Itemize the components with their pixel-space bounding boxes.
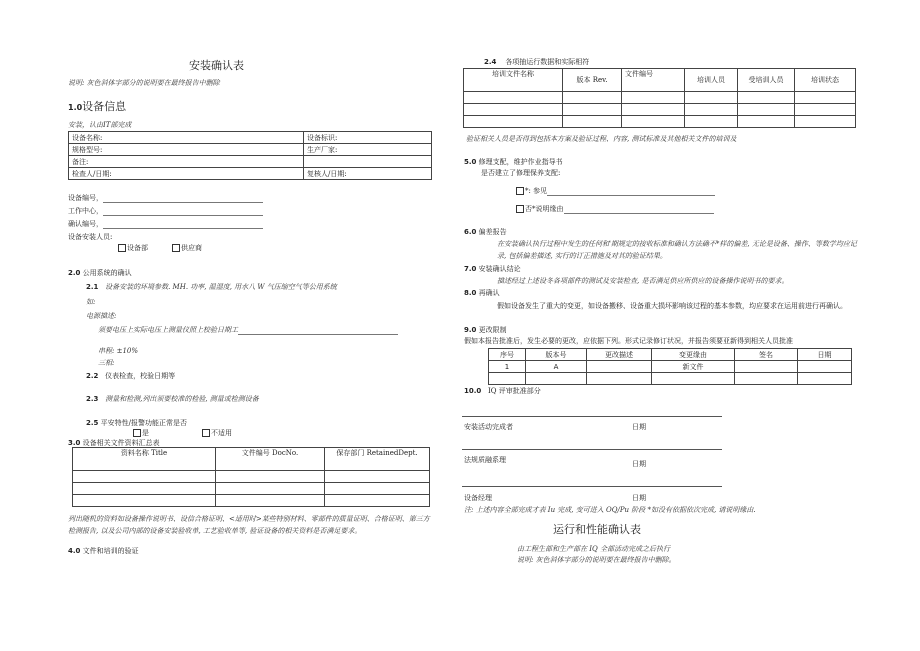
column-header: 日期: [798, 349, 852, 361]
signature-label-quality: 法规质融系理: [464, 456, 506, 464]
table-cell: 设备名称:: [69, 132, 304, 144]
section-title: IQ 评审批准部分: [487, 387, 541, 395]
table-row: [69, 132, 432, 144]
section-number: 3.0: [68, 439, 81, 447]
section-text: 仪表检查，校验日期等: [105, 372, 176, 380]
page-title: 安装确认表: [189, 59, 244, 72]
section-title: 偏差报告: [478, 228, 507, 236]
table-cell[interactable]: [685, 104, 738, 116]
section-number: 2.3: [86, 395, 99, 403]
section-title: 设备相关文件资料汇总表: [82, 439, 160, 447]
table-cell[interactable]: [216, 495, 325, 507]
option-maintenance-no[interactable]: [516, 204, 714, 214]
blank-line[interactable]: [547, 188, 715, 196]
section-title: 更改限制: [478, 326, 507, 334]
signature-line: [462, 416, 722, 417]
table-cell[interactable]: [735, 373, 798, 385]
column-header: 变更缘由: [652, 349, 735, 361]
section-number: 9.0: [464, 326, 477, 334]
voltage-line: [98, 325, 398, 335]
maintenance-question: 是否建立了修理保养支配:: [481, 169, 561, 177]
section-number: 2.2: [86, 372, 99, 380]
section-number: 5.0: [464, 158, 477, 166]
training-note: 验证相关人员是否得到包括本方案及验证过程、内容, 测试标准及其他相关文件的培训及: [466, 135, 737, 143]
option-yes[interactable]: [133, 428, 149, 438]
installer-option-supplier[interactable]: [172, 243, 202, 253]
column-header: 版本号: [526, 349, 587, 361]
table-cell: 规格型号:: [69, 144, 304, 156]
table-cell[interactable]: [526, 373, 587, 385]
table-cell[interactable]: [563, 92, 622, 104]
table-cell[interactable]: 1: [489, 361, 526, 373]
column-header: 培训状态: [795, 69, 856, 92]
date-label: 日期: [632, 460, 646, 468]
table-cell[interactable]: [464, 104, 563, 116]
section-title: 修理支配，维护作业指导书: [478, 158, 563, 166]
section-6-heading: [464, 227, 507, 237]
section-text: 设备安装的环境参数. MH. 功率, 温湿度, 用水八 W 气压缩空气等公用系统: [105, 283, 337, 291]
section-title: 设备信息: [82, 100, 127, 113]
section-text: 测量和检测,列出须要校准的检验, 测量或检测设备: [105, 395, 259, 403]
section-title: 安装确认结论: [478, 265, 521, 273]
section-4-heading: [68, 546, 139, 556]
table-cell[interactable]: [464, 92, 563, 104]
table-cell[interactable]: [587, 373, 652, 385]
option-label: 设备部: [127, 244, 148, 252]
table-cell[interactable]: [563, 116, 622, 128]
section-number: 6.0: [464, 228, 477, 236]
table-cell[interactable]: [587, 361, 652, 373]
section-number: 7.0: [464, 265, 477, 273]
checkbox[interactable]: [202, 429, 210, 437]
checkbox[interactable]: [516, 187, 524, 195]
field-label: 工作中心，: [68, 207, 103, 215]
section-7-text: 描述经过上述设冬各项部件的测试及安装检查, 是否满足供应所供应的设备操作说明书的要求。: [497, 277, 789, 285]
blank-line[interactable]: [103, 208, 263, 216]
section-number: 4.0: [68, 547, 81, 555]
signature-label-manager: 设备经理: [464, 494, 492, 502]
section-number: 10.0: [464, 387, 482, 395]
table-cell[interactable]: [735, 361, 798, 373]
table-cell[interactable]: [795, 92, 856, 104]
training-table: [463, 68, 856, 128]
signature-line: [462, 449, 722, 450]
section-8-heading: [464, 288, 500, 298]
table-cell[interactable]: [738, 92, 795, 104]
section-2-5: [86, 418, 187, 428]
section-title: 各项抽运行数据和实际相符: [505, 58, 590, 66]
table-cell[interactable]: [622, 116, 685, 128]
section-number: 2.4: [484, 58, 497, 66]
checkbox[interactable]: [516, 205, 524, 213]
table-row: [69, 144, 432, 156]
checkbox[interactable]: [172, 244, 180, 252]
section-title: 文件和培训的验证: [82, 547, 139, 555]
option-na[interactable]: [202, 428, 232, 438]
section-number: 2.5: [86, 419, 99, 427]
blank-line[interactable]: [103, 195, 263, 203]
option-label: 否*说明缘由: [525, 205, 564, 213]
table-cell[interactable]: [795, 116, 856, 128]
table-cell: 生产厂家:: [304, 144, 432, 156]
equipment-info-table: [68, 131, 432, 180]
signature-line: [462, 486, 722, 487]
option-label: 是: [142, 429, 149, 437]
blank-line[interactable]: [238, 327, 398, 335]
option-maintenance-yes[interactable]: [516, 186, 715, 196]
option-label: 供应商: [181, 244, 202, 252]
voltage-text: 须要电压上实际电压上测量仪照上校验日期工: [98, 326, 238, 334]
table-cell[interactable]: [685, 116, 738, 128]
option-label: *: 参见: [525, 187, 548, 195]
table-cell[interactable]: [489, 373, 526, 385]
table-cell: 备注:: [69, 156, 304, 168]
column-header: 受培训人员: [738, 69, 795, 92]
date-label: 日期: [632, 423, 646, 431]
checkbox[interactable]: [133, 429, 141, 437]
table-row: [464, 92, 856, 104]
power-desc-label: 电源描述:: [86, 312, 117, 320]
column-header: 文件编号: [622, 69, 685, 92]
table-cell[interactable]: [738, 116, 795, 128]
table-row: [69, 168, 432, 180]
table-cell[interactable]: 新文件: [652, 361, 735, 373]
column-header: 资料名称 Title: [73, 448, 216, 471]
section-text: 平安特性/报警功能正常是否: [100, 419, 187, 427]
table-cell[interactable]: A: [526, 361, 587, 373]
table-cell[interactable]: [216, 471, 325, 483]
option-label: 不适用: [211, 429, 232, 437]
installer-option-equipment[interactable]: [118, 243, 148, 253]
table-cell[interactable]: [798, 373, 852, 385]
example-label: 如:: [86, 298, 96, 306]
table-header-row: [464, 69, 856, 92]
section-7-heading: [464, 264, 521, 274]
column-header: 培训文件名称: [464, 69, 563, 92]
section-2-4-heading: [484, 57, 589, 67]
column-header: 培训人员: [685, 69, 738, 92]
phase-text: 三相:: [98, 359, 115, 367]
table-cell[interactable]: [795, 104, 856, 116]
table-row: [73, 495, 430, 507]
section-number: 2.0: [68, 269, 81, 277]
column-header: 更改描述: [587, 349, 652, 361]
documents-table: [72, 447, 430, 507]
signature-label-installer: 安装活动完成者: [464, 423, 513, 431]
table-cell[interactable]: [464, 116, 563, 128]
column-header: 版本 Rev.: [563, 69, 622, 92]
subtitle-note: 说明: 灰色斜体字部分的说明要在最终报告中删除。: [517, 556, 676, 564]
table-cell[interactable]: [325, 483, 430, 495]
section-9-heading: [464, 325, 507, 335]
table-cell[interactable]: [73, 483, 216, 495]
section-title: 公用系统的确认: [82, 269, 132, 277]
instruction-note: 说明: 灰色斜体字部分的说明要在最终报告中删除: [68, 79, 220, 87]
table-cell[interactable]: [622, 92, 685, 104]
section-6-text: 在安装确认执行过程中发生的任何和'期规定的接收标准和确认方法确不*样的偏差, 无论是设备、操作、等数学均应记录, 包括偏差描述, 实行的订正措施及对其的验证结果。: [497, 240, 857, 260]
table-row: [464, 104, 856, 116]
column-header: 签名: [735, 349, 798, 361]
table-cell[interactable]: [622, 104, 685, 116]
field-confirm-no: [68, 219, 263, 229]
section-9-text: 假如本报告批准后，发生必要的更改，应依据下列。形式记录修订状况，并报告须要亚新得到相关人员批准: [464, 337, 793, 345]
section-2-2: [86, 371, 175, 381]
table-row: [69, 156, 432, 168]
table-cell[interactable]: [798, 361, 852, 373]
subtitle-executor: 由工程生部和生产部在 IQ 全部活动完成之后执行: [517, 545, 670, 553]
table-cell: 设备标识:: [304, 132, 432, 144]
table-row: [73, 483, 430, 495]
table-cell[interactable]: [652, 373, 735, 385]
table-cell[interactable]: [685, 92, 738, 104]
table-row: [489, 361, 852, 373]
table-cell[interactable]: [216, 483, 325, 495]
table-cell[interactable]: [73, 495, 216, 507]
section-number: 2.1: [86, 283, 99, 291]
section-2-1: [86, 282, 337, 292]
column-header: 保存部门 RetainedDept.: [325, 448, 430, 471]
table-cell[interactable]: [325, 495, 430, 507]
range-text: 串程: ±10%: [98, 347, 139, 355]
revision-table: [488, 348, 852, 385]
table-header-row: [489, 349, 852, 361]
installer-label: 设备安装人员:: [68, 233, 113, 241]
section-title: 再确认: [478, 289, 500, 297]
section-1-subtitle: 安装，认由IT部完成: [68, 121, 132, 129]
field-work-center: [68, 206, 263, 216]
section-number: 1.0: [68, 103, 83, 112]
column-header: 文件编号 DocNo.: [216, 448, 325, 471]
section-2-heading: [68, 268, 132, 278]
field-label: 确认编号，: [68, 220, 103, 228]
table-row: [464, 116, 856, 128]
table-cell[interactable]: [563, 104, 622, 116]
checkbox[interactable]: [118, 244, 126, 252]
table-cell: [304, 156, 432, 168]
table-cell: 复核人/日期:: [304, 168, 432, 180]
table-row: [73, 471, 430, 483]
section-10-heading: [464, 386, 541, 396]
blank-line[interactable]: [103, 221, 263, 229]
table-cell: 检查人/日期:: [69, 168, 304, 180]
table-row: [489, 373, 852, 385]
section-8-text: 假如设备发生了重大的变更，如设备搬移、设备重大损坏影响该过程的基本参数，均应要求在运用前进行再确认。: [497, 302, 847, 310]
page-title-2: 运行和性能确认表: [553, 523, 641, 536]
section-2-3: [86, 394, 259, 404]
section-5-heading: [464, 157, 563, 167]
table-header-row: [73, 448, 430, 471]
date-label: 日期: [632, 494, 646, 502]
section-1-heading: [68, 98, 126, 114]
field-label: 设备编号，: [68, 194, 103, 202]
table-cell[interactable]: [738, 104, 795, 116]
section-3-note: 列出随机的资料如设备操作说明书、设信合格证明、<适用时>某些特别材料、零部件的质量证明、合格证明、第三方检测报告, 以及公司内部的设备安装验收单, 工艺验收单等, 验证设备的相关资料是否满足要求。: [68, 515, 430, 535]
final-note: 注: 上述内容全部完成才表 Iu 完成, 变可进入 OQ/Pu 阶段 *如没有依据依次完成, 请说明缘由.: [464, 506, 756, 514]
table-cell[interactable]: [325, 471, 430, 483]
column-header: 序号: [489, 349, 526, 361]
section-number: 8.0: [464, 289, 477, 297]
table-cell[interactable]: [73, 471, 216, 483]
field-equipment-no: [68, 193, 263, 203]
blank-line[interactable]: [564, 206, 714, 214]
